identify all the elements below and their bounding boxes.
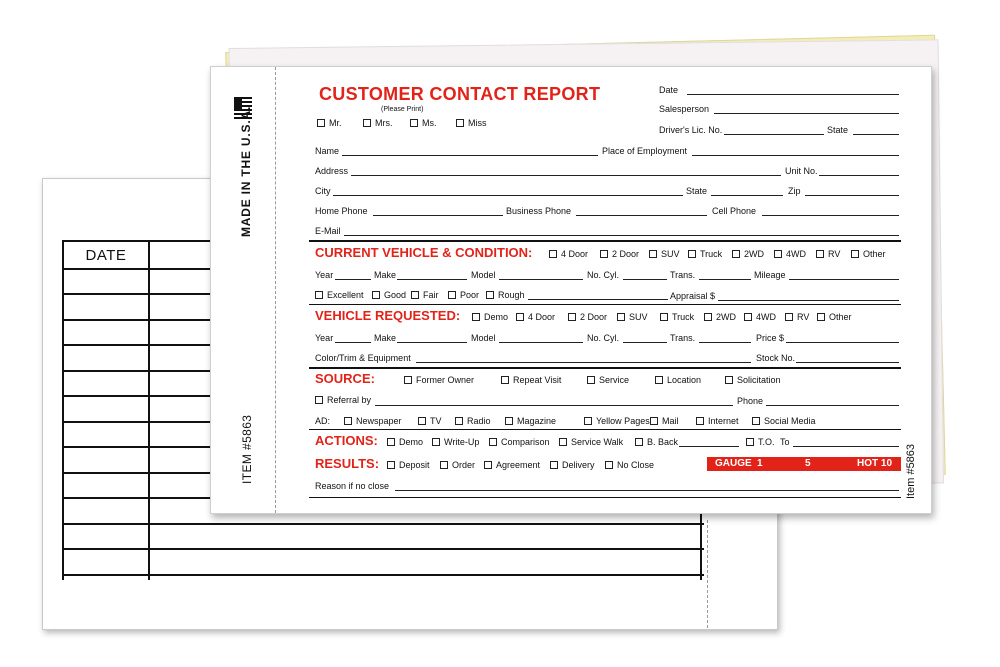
form-body <box>211 67 932 514</box>
checkbox-icon[interactable] <box>489 438 497 446</box>
section-divider <box>309 429 901 430</box>
source-solicitation[interactable] <box>725 375 781 386</box>
checkbox-icon[interactable] <box>744 313 752 321</box>
checkbox-label: Good <box>384 290 407 300</box>
checkbox-label: Newspaper <box>356 416 402 426</box>
current-type-rv[interactable] <box>816 249 840 260</box>
made-in-usa-label: MADE IN THE U.S.A. <box>239 105 253 237</box>
checkbox-label: Poor <box>460 290 480 300</box>
unit-field[interactable] <box>819 175 899 176</box>
vr-model-field[interactable] <box>499 342 583 343</box>
checkbox-icon[interactable] <box>584 417 592 425</box>
checkbox-label: Deposit <box>399 460 430 470</box>
vr-year-label: Year <box>315 333 334 343</box>
color-trim-field[interactable] <box>416 362 751 363</box>
address-field[interactable] <box>351 175 781 176</box>
cv-trans-label: Trans. <box>670 270 696 280</box>
results-heading: RESULTS: <box>315 456 380 471</box>
cv-year-field[interactable] <box>335 279 371 280</box>
ad-radio[interactable] <box>455 416 491 427</box>
vr-price-label: Price $ <box>756 333 785 343</box>
checkbox-label: Write-Up <box>444 437 480 447</box>
checkbox-label: 2WD <box>744 249 764 259</box>
reason-no-close-label: Reason if no close <box>315 481 390 491</box>
please-print-note: (Please Print) <box>381 106 424 113</box>
checkbox-icon[interactable] <box>660 313 668 321</box>
checkbox-label: Yellow Pages <box>596 416 650 426</box>
checkbox-icon[interactable] <box>418 417 426 425</box>
checkbox-icon[interactable] <box>817 313 825 321</box>
checkbox-label: Fair <box>423 290 439 300</box>
gauge-mid: 5 <box>805 458 811 469</box>
cv-make-label: Make <box>374 270 397 280</box>
actions-heading: ACTIONS: <box>315 433 378 448</box>
appraisal-label: Appraisal $ <box>670 291 716 301</box>
referral-checkbox[interactable] <box>315 395 371 406</box>
result-agreement[interactable] <box>484 460 540 471</box>
business-phone-field[interactable] <box>576 215 707 216</box>
home-phone-field[interactable] <box>373 215 503 216</box>
checkbox-icon[interactable] <box>600 250 608 258</box>
checkbox-icon[interactable] <box>404 376 412 384</box>
result-no-close[interactable] <box>605 460 654 471</box>
checkbox-icon[interactable] <box>752 417 760 425</box>
ad-mail[interactable] <box>650 416 679 427</box>
checkbox-label: Truck <box>700 249 723 259</box>
cell-phone-field[interactable] <box>762 215 899 216</box>
requested-type-demo[interactable] <box>472 312 508 323</box>
checkbox-label: Mail <box>662 416 679 426</box>
checkbox-icon[interactable] <box>605 461 613 469</box>
vr-make-field[interactable] <box>397 342 467 343</box>
checkbox-icon[interactable] <box>363 119 371 127</box>
checkbox-icon[interactable] <box>315 396 323 404</box>
reason-no-close-field[interactable] <box>395 490 899 491</box>
checkbox-icon[interactable] <box>746 438 754 446</box>
condition-fair[interactable] <box>411 290 439 301</box>
current-type-suv[interactable] <box>649 249 680 260</box>
result-deposit[interactable] <box>387 460 430 471</box>
email-label: E-Mail <box>315 226 341 236</box>
checkbox-icon[interactable] <box>816 250 824 258</box>
source-location[interactable] <box>655 375 701 386</box>
checkbox-label: 4WD <box>756 312 776 322</box>
vr-cyl-field[interactable] <box>623 342 667 343</box>
checkbox-label: 4 Door <box>561 249 589 259</box>
salesperson-field[interactable] <box>714 113 899 114</box>
current-type-other[interactable] <box>851 249 886 260</box>
state-label: State <box>686 186 708 196</box>
checkbox-icon[interactable] <box>344 417 352 425</box>
table-row <box>64 548 704 550</box>
checkbox-label: B. Back <box>647 437 679 447</box>
checkbox-label: Radio <box>467 416 491 426</box>
action-comparison[interactable] <box>489 437 550 448</box>
checkbox-label: Agreement <box>496 460 541 470</box>
checkbox-icon[interactable] <box>617 313 625 321</box>
vr-trans-field[interactable] <box>699 342 751 343</box>
condition-good[interactable] <box>372 290 406 301</box>
checkbox-label: Magazine <box>517 416 557 426</box>
checkbox-icon[interactable] <box>655 376 663 384</box>
source-former-owner[interactable] <box>404 375 474 386</box>
cv-trans-field[interactable] <box>699 279 751 280</box>
to-label: To <box>780 437 790 447</box>
checkbox-icon[interactable] <box>486 291 494 299</box>
checkbox-label: Other <box>863 249 886 259</box>
cell-phone-label: Cell Phone <box>712 206 757 216</box>
table-row <box>64 574 704 576</box>
current-type-4-door[interactable] <box>549 249 588 260</box>
business-phone-label: Business Phone <box>506 206 572 216</box>
checkbox-label: Former Owner <box>416 375 475 385</box>
salutation-ms[interactable] <box>410 118 437 129</box>
date-column-header: DATE <box>85 247 127 264</box>
cv-year-label: Year <box>315 270 334 280</box>
condition-excellent[interactable] <box>315 290 364 301</box>
gauge-bar[interactable] <box>707 457 901 471</box>
checkbox-icon[interactable] <box>851 250 859 258</box>
checkbox-icon[interactable] <box>704 313 712 321</box>
color-trim-label: Color/Trim & Equipment <box>315 353 411 363</box>
vr-price-field[interactable] <box>786 342 899 343</box>
requested-type-other[interactable] <box>817 312 852 323</box>
referral-field[interactable] <box>375 405 733 406</box>
drivers-license-field[interactable] <box>724 134 824 135</box>
city-field[interactable] <box>333 195 683 196</box>
checkbox-icon[interactable] <box>650 417 658 425</box>
ad-newspaper[interactable] <box>344 416 402 427</box>
checkbox-icon[interactable] <box>559 438 567 446</box>
checkbox-icon[interactable] <box>516 313 524 321</box>
stock-field[interactable] <box>796 362 899 363</box>
checkbox-label: Repeat Visit <box>513 375 562 385</box>
checkbox-icon[interactable] <box>410 119 418 127</box>
checkbox-icon[interactable] <box>317 119 325 127</box>
ad-yellow-pages[interactable] <box>584 416 650 427</box>
cv-mileage-field[interactable] <box>789 279 899 280</box>
checkbox-label: Location <box>667 375 702 385</box>
employment-label: Place of Employment <box>602 146 688 156</box>
vr-trans-label: Trans. <box>670 333 696 343</box>
ad-internet[interactable] <box>696 416 739 427</box>
current-type-4wd[interactable] <box>774 249 806 260</box>
checkbox-label: Service Walk <box>571 437 624 447</box>
checkbox-label: Solicitation <box>737 375 781 385</box>
checkbox-icon[interactable] <box>568 313 576 321</box>
to-checkbox[interactable] <box>746 437 775 448</box>
drivers-license-label: Driver's Lic. No. <box>659 125 723 135</box>
date-field[interactable] <box>687 94 899 95</box>
perforation-line <box>707 520 708 628</box>
checkbox-icon[interactable] <box>696 417 704 425</box>
page-title: CUSTOMER CONTACT REPORT <box>319 84 601 104</box>
zip-field[interactable] <box>805 195 899 196</box>
requested-type-4-door[interactable] <box>516 312 555 323</box>
cv-cyl-label: No. Cyl. <box>587 270 620 280</box>
section-divider <box>309 367 901 369</box>
condition-notes-field[interactable] <box>528 299 668 300</box>
ad-tv[interactable] <box>418 416 442 427</box>
bback-field[interactable] <box>679 446 739 447</box>
cv-model-label: Model <box>471 270 496 280</box>
city-label: City <box>315 186 331 196</box>
vr-make-label: Make <box>374 333 397 343</box>
zip-label: Zip <box>788 186 801 196</box>
ad-label: AD: <box>315 416 331 426</box>
referral-phone-field[interactable] <box>766 405 899 406</box>
home-phone-label: Home Phone <box>315 206 368 216</box>
requested-type-2-door[interactable] <box>568 312 607 323</box>
checkbox-label: Excellent <box>327 290 364 300</box>
checkbox-icon[interactable] <box>587 376 595 384</box>
checkbox-label: 2 Door <box>612 249 640 259</box>
requested-type-2wd[interactable] <box>704 312 736 323</box>
checkbox-icon[interactable] <box>785 313 793 321</box>
salutation-mr[interactable] <box>317 118 342 129</box>
checkbox-icon[interactable] <box>448 291 456 299</box>
checkbox-icon[interactable] <box>372 291 380 299</box>
cv-mileage-label: Mileage <box>754 270 786 280</box>
action-write-up[interactable] <box>432 437 479 448</box>
checkbox-icon[interactable] <box>432 438 440 446</box>
checkbox-icon[interactable] <box>315 291 323 299</box>
checkbox-label: Referral by <box>327 395 372 405</box>
unit-label: Unit No. <box>785 166 818 176</box>
checkbox-icon[interactable] <box>688 250 696 258</box>
current-type-2wd[interactable] <box>732 249 764 260</box>
employment-field[interactable] <box>692 155 899 156</box>
appraisal-field[interactable] <box>718 300 899 301</box>
form-bottom-rule <box>309 497 901 498</box>
checkbox-label: Truck <box>672 312 695 322</box>
checkbox-icon[interactable] <box>501 376 509 384</box>
salutation-mrs[interactable] <box>363 118 393 129</box>
checkbox-label: Comparison <box>501 437 550 447</box>
vr-model-label: Model <box>471 333 496 343</box>
checkbox-label: No Close <box>617 460 655 470</box>
current-vehicle-heading: CURRENT VEHICLE & CONDITION: <box>315 245 533 260</box>
checkbox-label: RV <box>828 249 841 259</box>
checkbox-label: 2 Door <box>580 312 608 322</box>
checkbox-label: Mrs. <box>375 118 393 128</box>
condition-rough[interactable] <box>486 290 525 301</box>
checkbox-label: Demo <box>484 312 509 322</box>
action-service-walk[interactable] <box>559 437 623 448</box>
checkbox-label: Order <box>452 460 476 470</box>
checkbox-icon[interactable] <box>550 461 558 469</box>
checkbox-label: Ms. <box>422 118 437 128</box>
source-service[interactable] <box>587 375 629 386</box>
checkbox-icon[interactable] <box>725 376 733 384</box>
table-row <box>64 523 704 525</box>
source-repeat-visit[interactable] <box>501 375 561 386</box>
date-label: Date <box>659 85 679 95</box>
email-field[interactable] <box>344 235 899 236</box>
checkbox-label: SUV <box>629 312 648 322</box>
checkbox-label: 4 Door <box>528 312 556 322</box>
requested-type-suv[interactable] <box>617 312 648 323</box>
checkbox-label: Internet <box>708 416 739 426</box>
current-type-2-door[interactable] <box>600 249 639 260</box>
source-heading: SOURCE: <box>315 371 375 386</box>
name-label: Name <box>315 146 340 156</box>
checkbox-label: Mr. <box>329 118 342 128</box>
checkbox-label: 4WD <box>786 249 806 259</box>
stock-label: Stock No. <box>756 353 796 363</box>
checkbox-icon[interactable] <box>440 461 448 469</box>
requested-type-rv[interactable] <box>785 312 809 323</box>
checkbox-icon[interactable] <box>732 250 740 258</box>
name-field[interactable] <box>342 155 598 156</box>
section-divider <box>309 240 901 242</box>
checkbox-label: Service <box>599 375 630 385</box>
address-label: Address <box>315 166 349 176</box>
current-type-truck[interactable] <box>688 249 722 260</box>
checkbox-label: TV <box>430 416 442 426</box>
checkbox-icon[interactable] <box>387 461 395 469</box>
vr-cyl-label: No. Cyl. <box>587 333 620 343</box>
checkbox-label: Delivery <box>562 460 595 470</box>
license-state-label: State <box>827 125 849 135</box>
checkbox-label: 2WD <box>716 312 736 322</box>
checkbox-icon[interactable] <box>649 250 657 258</box>
checkbox-label: T.O. <box>758 437 775 447</box>
checkbox-icon[interactable] <box>411 291 419 299</box>
checkbox-icon[interactable] <box>549 250 557 258</box>
item-number-edge: Item #5863 <box>905 443 917 499</box>
salesperson-label: Salesperson <box>659 104 710 114</box>
cv-model-field[interactable] <box>499 279 583 280</box>
checkbox-icon[interactable] <box>456 119 464 127</box>
cv-cyl-field[interactable] <box>623 279 667 280</box>
checkbox-label: RV <box>797 312 810 322</box>
checkbox-label: Other <box>829 312 852 322</box>
state-field[interactable] <box>711 195 783 196</box>
checkbox-icon[interactable] <box>484 461 492 469</box>
customer-contact-report-form <box>210 66 932 514</box>
checkbox-label: Demo <box>399 437 424 447</box>
referral-phone-label: Phone <box>737 396 764 406</box>
action-b-back[interactable] <box>635 437 678 448</box>
cv-make-field[interactable] <box>397 279 467 280</box>
checkbox-icon[interactable] <box>505 417 513 425</box>
result-order[interactable] <box>440 460 475 471</box>
gauge-low: 1 <box>757 458 763 469</box>
vehicle-requested-heading: VEHICLE REQUESTED: <box>315 308 461 323</box>
checkbox-icon[interactable] <box>635 438 643 446</box>
checkbox-label: SUV <box>661 249 680 259</box>
gauge-label: GAUGE <box>715 458 752 469</box>
ad-magazine[interactable] <box>505 416 556 427</box>
vr-year-field[interactable] <box>335 342 371 343</box>
item-number-stub: ITEM #5863 <box>240 414 254 484</box>
salutation-miss[interactable] <box>456 118 487 129</box>
requested-type-4wd[interactable] <box>744 312 776 323</box>
license-state-field[interactable] <box>853 134 899 135</box>
checkbox-label: Rough <box>498 290 525 300</box>
action-demo[interactable] <box>387 437 423 448</box>
gauge-high: HOT 10 <box>857 458 893 469</box>
requested-type-truck[interactable] <box>660 312 694 323</box>
ad-social-media[interactable] <box>752 416 816 427</box>
result-delivery[interactable] <box>550 460 595 471</box>
checkbox-label: Miss <box>468 118 487 128</box>
to-field[interactable] <box>793 446 899 447</box>
checkbox-icon[interactable] <box>455 417 463 425</box>
condition-poor[interactable] <box>448 290 479 301</box>
checkbox-icon[interactable] <box>472 313 480 321</box>
checkbox-label: Social Media <box>764 416 816 426</box>
checkbox-icon[interactable] <box>387 438 395 446</box>
section-divider <box>309 304 901 305</box>
checkbox-icon[interactable] <box>774 250 782 258</box>
